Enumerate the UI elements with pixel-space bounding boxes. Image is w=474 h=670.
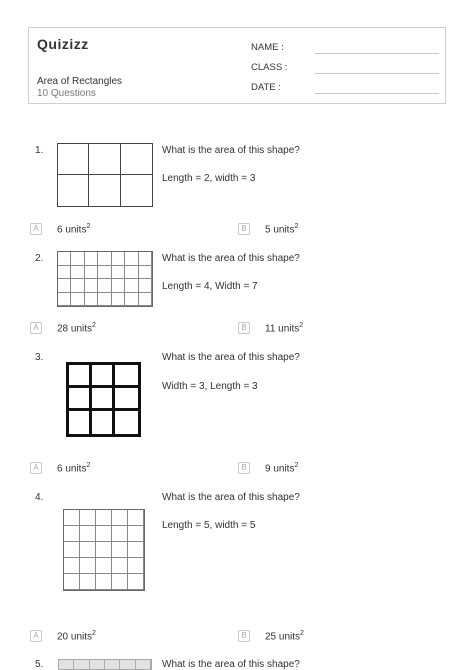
name-label: NAME :	[251, 42, 284, 53]
rectangle-grid-figure	[57, 251, 153, 307]
question-number: 5.	[35, 659, 44, 670]
option-a[interactable]: 20 units$^2$	[57, 630, 96, 643]
question-prompt: What is the area of this shape?	[162, 659, 300, 670]
option-letter-b: B	[238, 322, 250, 334]
class-line	[315, 73, 439, 74]
worksheet-title: Area of Rectangles	[37, 76, 123, 87]
question-detail: Length = 2, width = 3	[162, 173, 256, 184]
option-letter-a: A	[30, 462, 42, 474]
option-letter-a: A	[30, 223, 42, 235]
rectangle-grid-figure	[58, 659, 152, 670]
option-b[interactable]: 11 units$^2$	[265, 322, 304, 335]
square-grid-figure	[66, 362, 141, 437]
date-line	[315, 93, 439, 94]
square-grid-figure	[63, 509, 145, 591]
worksheet-header	[28, 27, 446, 104]
question-number: 1.	[35, 145, 44, 156]
rectangle-grid-figure	[57, 143, 153, 207]
question-number: 4.	[35, 492, 44, 503]
option-letter-b: B	[238, 223, 250, 235]
question-number: 3.	[35, 352, 44, 363]
name-line	[315, 53, 439, 54]
option-b[interactable]: 9 units$^2$	[265, 462, 299, 475]
quizizz-logo: Quizizz	[37, 36, 89, 52]
option-letter-b: B	[238, 630, 250, 642]
class-label: CLASS :	[251, 62, 288, 73]
option-letter-b: B	[238, 462, 250, 474]
question-prompt: What is the area of this shape?	[162, 253, 300, 264]
question-prompt: What is the area of this shape?	[162, 145, 300, 156]
option-a[interactable]: 6 units$^2$	[57, 462, 91, 475]
option-b[interactable]: 5 units$^2$	[265, 223, 299, 236]
option-letter-a: A	[30, 630, 42, 642]
option-a[interactable]: 6 units$^2$	[57, 223, 91, 236]
date-label: DATE :	[251, 82, 281, 93]
question-number: 2.	[35, 253, 44, 264]
option-letter-a: A	[30, 322, 42, 334]
question-detail: Length = 5, width = 5	[162, 520, 256, 531]
question-count: 10 Questions	[37, 88, 96, 99]
question-detail: Length = 4, Width = 7	[162, 281, 258, 292]
option-a[interactable]: 28 units$^2$	[57, 322, 96, 335]
question-prompt: What is the area of this shape?	[162, 352, 300, 363]
option-b[interactable]: 25 units$^2$	[265, 630, 304, 643]
question-detail: Width = 3, Length = 3	[162, 381, 258, 392]
question-prompt: What is the area of this shape?	[162, 492, 300, 503]
